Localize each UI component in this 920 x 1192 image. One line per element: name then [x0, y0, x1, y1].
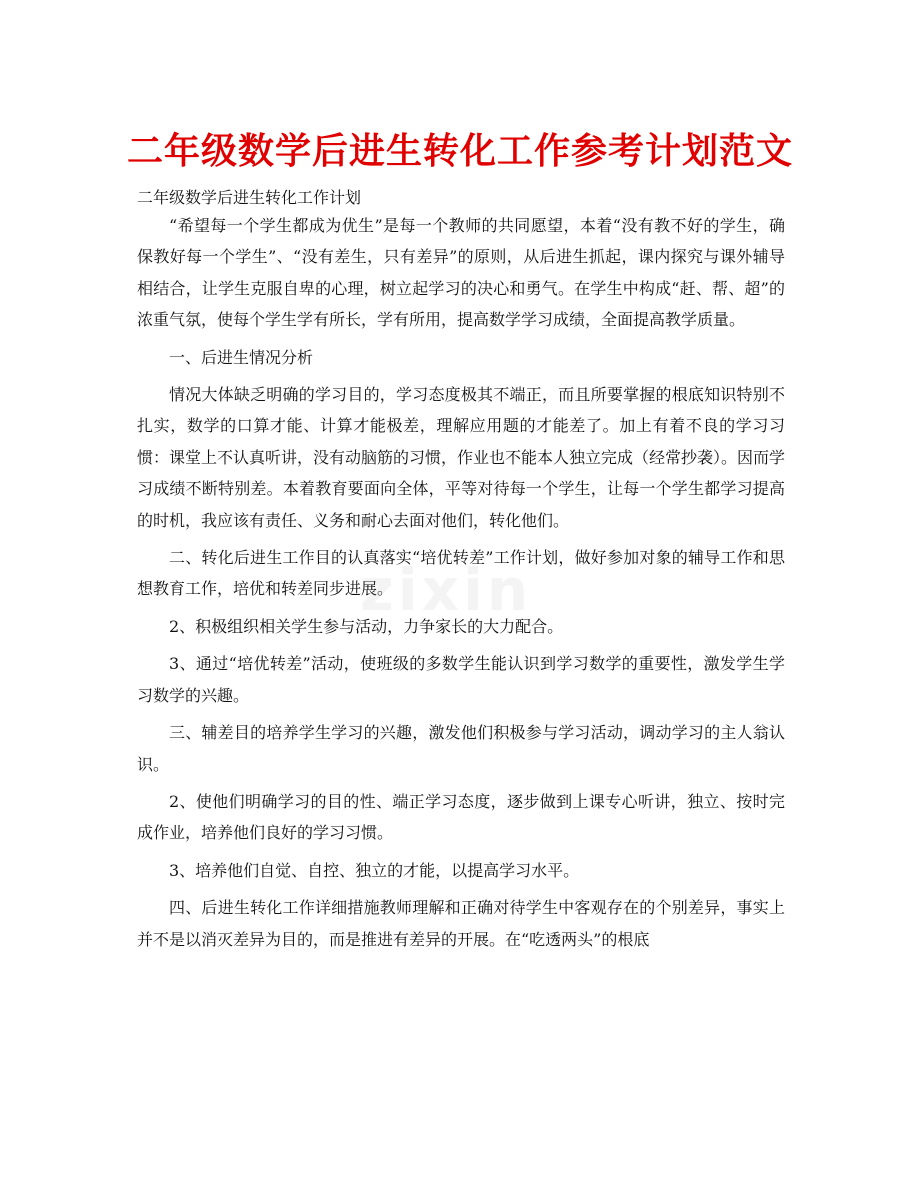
document-title: 二年级数学后进生转化工作参考计划范文 [126, 131, 793, 172]
paragraph-analysis: 情况大体缺乏明确的学习目的，学习态度极其不端正，而且所要掌握的根底知识特别不扎实，数学的口算才能、计算才能极差，理解应用题的才能差了。加上有着不良的学习习惯：课堂上不认真听讲，没有动脑筋的习惯，作业也不能本人独立完成（经常抄袭）。因而学习成绩不断特别差。本着教育要面向全体，平等对待每一个学生，让每一个学生都学习提高的时机，我应该有责任、义务和耐心去面对他们，转化他们。 [137, 385, 786, 530]
document-body [137, 210, 785, 961]
paragraph-item-2-2: 2、积极组织相关学生参与活动，力争家长的大力配合。 [169, 616, 564, 636]
section-heading-4: 四、后进生转化工作详细措施教师理解和正确对待学生中客观存在的个别差异，事实上并不是以消灭差异为目的，而是推进有差异的开展。在“吃透两头”的根底 [137, 898, 785, 949]
document-subtitle: 二年级数学后进生转化工作计划 [137, 188, 362, 207]
section-heading-2: 二、转化后进生工作目的认真落实“培优转差”工作计划，做好参加对象的辅导工作和思想教育工作，培优和转差同步进展。 [137, 548, 785, 599]
paragraph-item-2-3: 3、通过“培优转差”活动，使班级的多数学生能认识到学习数学的重要性，激发学生学习数学的兴趣。 [137, 654, 785, 705]
section-heading-3: 三、辅差目的培养学生学习的兴趣，激发他们积极参与学习活动，调动学习的主人翁认识。 [137, 723, 785, 774]
watermark: zixin [360, 556, 533, 624]
paragraph-item-3-3: 3、培养他们自觉、自控、独立的才能，以提高学习水平。 [169, 860, 580, 880]
paragraph-item-3-2: 2、使他们明确学习的目的性、端正学习态度，逐步做到上课专心听讲，独立、按时完成作业，培养他们良好的学习习惯。 [137, 791, 785, 843]
section-heading-1: 一、后进生情况分析 [169, 347, 314, 367]
paragraph-intro: “希望每一个学生都成为优生”是每一个教师的共同愿望，本着“没有教不好的学生，确保教好每一个学生”、“没有差生，只有差异”的原则，从后进生抓起，课内探究与课外辅导相结合，让学生克服自卑的心理，树立起学习的决心和勇气。在学生中构成“赶、帮、超”的浓重气氛，使每个学生学有所长，学有所用，提高数学学习成绩，全面提高教学质量。 [137, 216, 785, 330]
